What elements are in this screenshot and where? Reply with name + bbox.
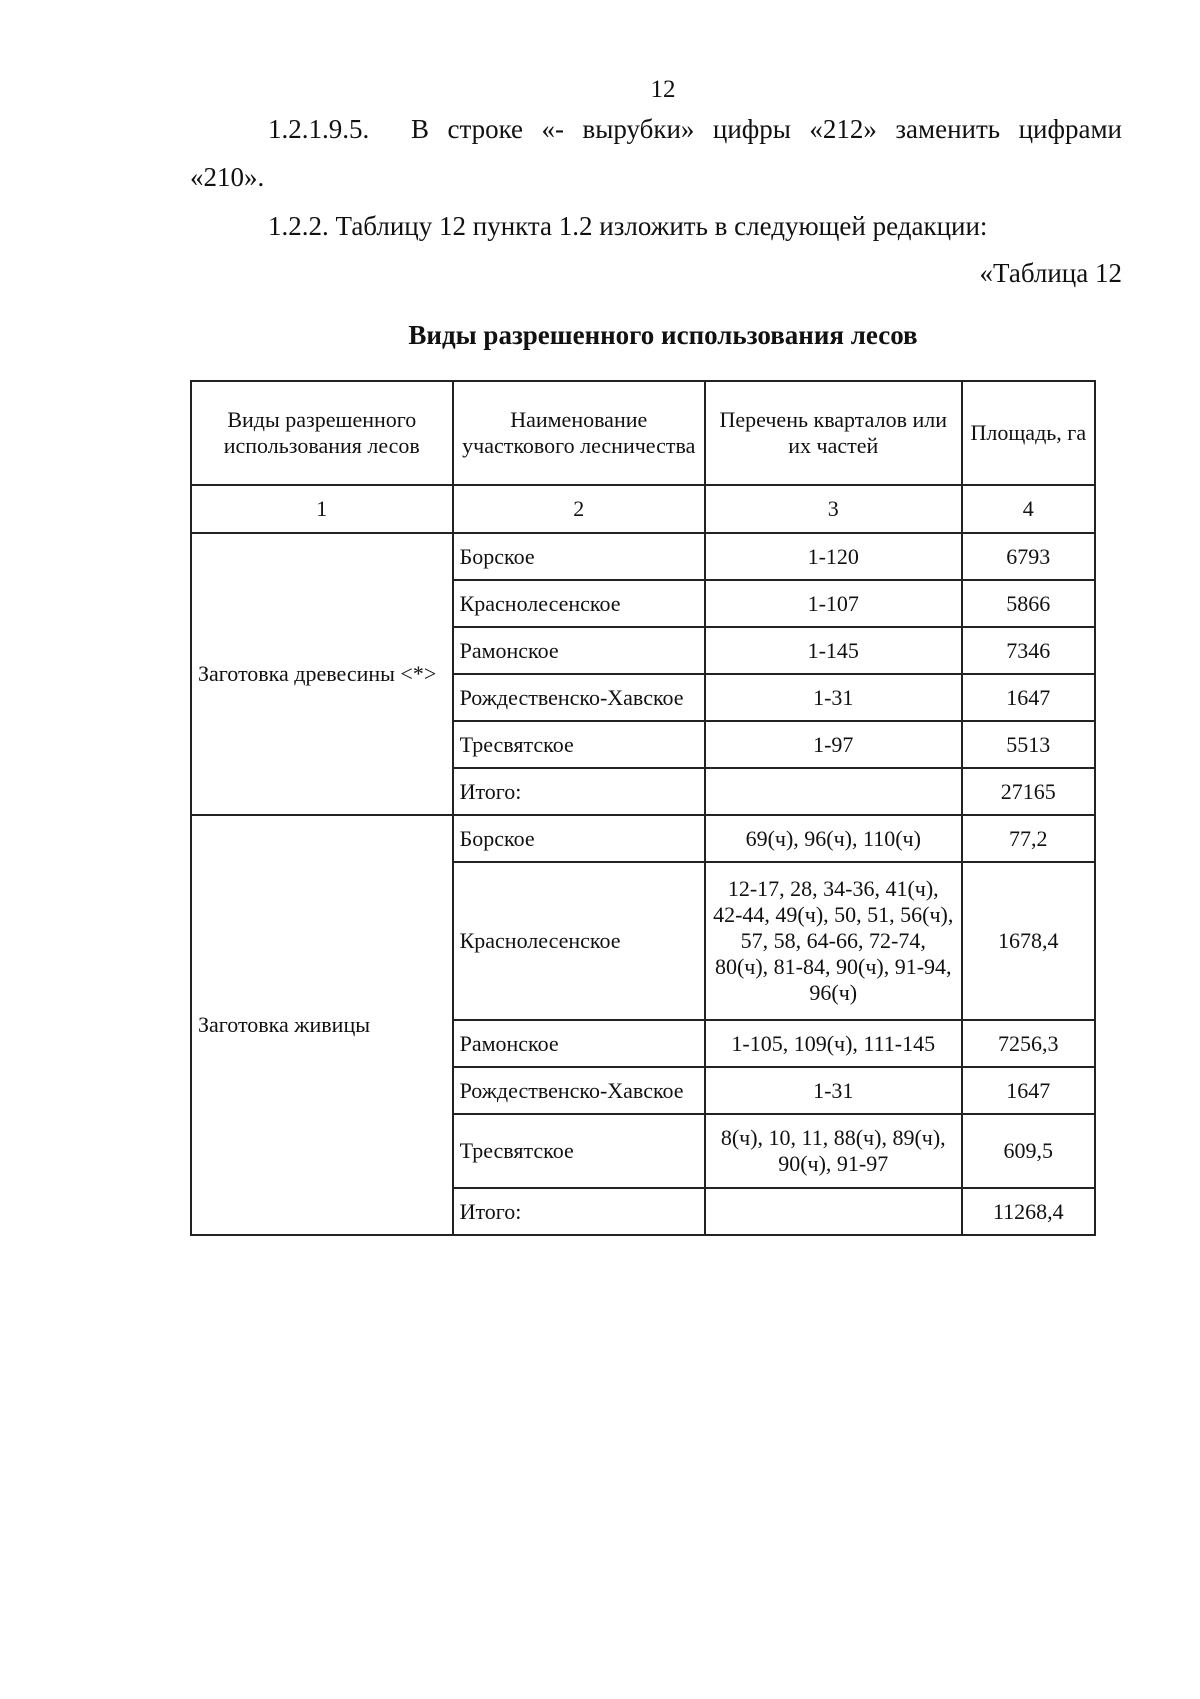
area-cell: 7346	[962, 627, 1095, 674]
paragraph-1-continuation: «210».	[190, 162, 265, 192]
total-area-cell: 11268,4	[962, 1188, 1095, 1235]
area-cell: 5513	[962, 721, 1095, 768]
forestry-cell: Рамонское	[453, 1020, 705, 1067]
quarters-cell: 8(ч), 10, 11, 88(ч), 89(ч), 90(ч), 91-97	[705, 1114, 962, 1188]
forestry-cell: Рамонское	[453, 627, 705, 674]
table-row	[191, 815, 1095, 862]
area-cell: 609,5	[962, 1114, 1095, 1188]
column-number: 4	[962, 485, 1095, 533]
forestry-cell: Тресвятское	[453, 1114, 705, 1188]
column-number: 3	[705, 485, 962, 533]
table-header-row	[191, 381, 1095, 485]
forestry-cell: Рождественско-Хавское	[453, 1067, 705, 1114]
quarters-cell: 1-31	[705, 674, 962, 721]
column-number: 1	[191, 485, 453, 533]
area-cell: 1678,4	[962, 862, 1095, 1020]
quarters-cell: 12-17, 28, 34-36, 41(ч), 42-44, 49(ч), 50, 51, 56(ч), 57, 58, 64-66, 72-74, 80(ч), 81-84, 90(ч), 91-94, 96(ч)	[705, 862, 962, 1020]
use-type-cell: Заготовка живицы	[191, 815, 453, 1235]
forestry-cell: Краснолесенское	[453, 580, 705, 627]
paragraph-1-number: 1.2.1.9.5.	[268, 114, 370, 144]
table-title: Виды разрешенного использования лесов	[408, 320, 918, 350]
use-type-cell: Заготовка древесины <*>	[191, 533, 453, 815]
quarters-cell: 1-107	[705, 580, 962, 627]
quarters-cell: 1-31	[705, 1067, 962, 1114]
quarters-cell	[705, 1188, 962, 1235]
total-label-cell: Итого:	[453, 1188, 705, 1235]
forest-use-table	[190, 380, 1096, 1236]
forestry-cell: Борское	[453, 815, 705, 862]
quarters-cell: 69(ч), 96(ч), 110(ч)	[705, 815, 962, 862]
header-forestry: Наименование участкового лесничества	[453, 381, 705, 485]
total-label-cell: Итого:	[453, 768, 705, 815]
table-label: «Таблица 12	[979, 258, 1122, 288]
area-cell: 1647	[962, 674, 1095, 721]
quarters-cell: 1-120	[705, 533, 962, 580]
area-cell: 7256,3	[962, 1020, 1095, 1067]
area-cell: 5866	[962, 580, 1095, 627]
header-area: Площадь, га	[962, 381, 1095, 485]
table-row	[191, 533, 1095, 580]
forestry-cell: Тресвятское	[453, 721, 705, 768]
paragraph-1-text: В строке «- вырубки» цифры «212» заменить цифрами	[411, 114, 1122, 144]
quarters-cell	[705, 768, 962, 815]
header-quarters: Перечень кварталов или их частей	[705, 381, 962, 485]
forestry-cell: Борское	[453, 533, 705, 580]
area-cell: 77,2	[962, 815, 1095, 862]
header-use: Виды разрешенного использования лесов	[191, 381, 453, 485]
paragraph-2: 1.2.2. Таблицу 12 пункта 1.2 изложить в следующей редакции:	[268, 211, 988, 241]
area-cell: 1647	[962, 1067, 1095, 1114]
quarters-cell: 1-97	[705, 721, 962, 768]
column-number: 2	[453, 485, 705, 533]
area-cell: 6793	[962, 533, 1095, 580]
column-number-row	[191, 485, 1095, 533]
forestry-cell: Рождественско-Хавское	[453, 674, 705, 721]
quarters-cell: 1-145	[705, 627, 962, 674]
quarters-cell: 1-105, 109(ч), 111-145	[705, 1020, 962, 1067]
forestry-cell: Краснолесенское	[453, 862, 705, 1020]
total-area-cell: 27165	[962, 768, 1095, 815]
page-number: 12	[650, 76, 676, 103]
